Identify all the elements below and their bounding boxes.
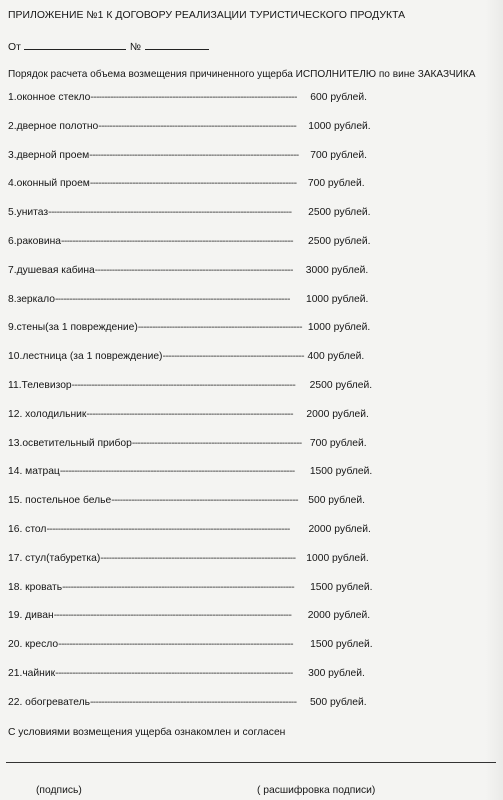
damage-item-name: 9.стены(за 1 повреждение) [8, 322, 138, 334]
damage-item-name: 6.раковина [8, 236, 62, 247]
dotted-leader: ---------------------------------------------------------------------- [98, 120, 297, 132]
agreement-text: С условиями возмещения ущерба ознакомлен и согласен [8, 727, 286, 738]
damage-item-row [8, 351, 364, 367]
dotted-leader: -------------------------------------------------- [162, 351, 304, 363]
dotted-leader: ---------------------------------------------------------- [137, 322, 302, 334]
dotted-leader: ----------------------------------------------------------------------------------- [58, 639, 293, 651]
damage-item-price: 3000 рублей. [305, 264, 369, 276]
damage-item-price: 300 рублей. [308, 668, 365, 679]
damage-item-name: 3.дверной проем [8, 149, 90, 161]
dotted-leader: ---------------------------------------------------------------------- [94, 264, 293, 276]
damage-item-price: 400 рублей. [307, 351, 365, 363]
damage-item-price: 500 рублей. [309, 696, 367, 708]
dotted-leader: ------------------------------------------------------------------------- [89, 178, 297, 190]
damage-item-name: 15. постельное белье [8, 495, 112, 507]
signature-line [6, 762, 496, 763]
damage-item-price: 2500 рублей. [308, 236, 371, 247]
damage-item-row [8, 150, 367, 166]
damage-item-name: 19. диван [8, 610, 54, 622]
damage-item-price: 1500 рублей. [310, 639, 373, 651]
damage-item-row [8, 207, 371, 223]
number-label: № [129, 42, 141, 53]
damage-item-row [8, 409, 369, 425]
damage-item-row [8, 553, 369, 569]
number-blank-line [145, 40, 209, 50]
damage-item-price: 700 рублей. [309, 437, 367, 449]
signature-label: (подпись) [36, 785, 82, 796]
damage-item-price: 2500 рублей. [309, 380, 373, 391]
dotted-leader: ------------------------------------------------------------------------- [90, 92, 297, 103]
damage-item-name: 1.оконное стекло [8, 92, 91, 103]
dotted-leader: ---------------------------------------------------------------------------------- [61, 236, 294, 247]
damage-item-row [8, 610, 370, 626]
damage-item-row [8, 294, 368, 310]
damage-item-name: 10.лестница (за 1 повреждение) [8, 351, 163, 363]
damage-item-price: 2500 рублей. [308, 207, 371, 219]
damage-item-price: 2000 рублей. [308, 524, 371, 535]
dotted-leader: ------------------------------------------------------------------------- [86, 408, 293, 420]
damage-item-row [8, 495, 365, 511]
damage-item-row [8, 697, 367, 713]
damage-item-row [8, 322, 370, 338]
damage-item-price: 1000 рублей. [305, 293, 369, 305]
damage-item-name: 14. матрац [8, 466, 60, 478]
damage-item-name: 2.дверное полотно [8, 120, 99, 132]
damage-item-name: 21.чайник [8, 668, 56, 679]
damage-item-row [8, 380, 372, 396]
dotted-leader: ----------------------------------------------------------------------------------- [59, 466, 295, 478]
damage-item-row [8, 524, 371, 540]
damage-item-row [8, 92, 367, 108]
signature-decoding-label: ( расшифровка подписи) [257, 785, 376, 796]
damage-item-name: 18. кровать [8, 581, 63, 593]
from-blank-line [24, 40, 126, 50]
dotted-leader: ---------------------------------------------------------------------------------- [62, 581, 295, 593]
damage-item-row [8, 265, 368, 281]
damage-item-price: 1000 рублей. [308, 120, 371, 132]
dotted-leader: -------------------------------------------------------------------------- [89, 149, 299, 161]
damage-item-price: 1500 рублей. [309, 466, 373, 478]
scan-edge-shadow [485, 0, 503, 800]
damage-item-price: 700 рублей. [307, 178, 365, 190]
damage-item-name: 8.зеркало [8, 293, 55, 305]
damage-item-name: 12. холодильник [8, 408, 87, 420]
dotted-leader: ------------------------------------------------------------------ [111, 495, 298, 507]
damage-item-name: 22. обогреватель [8, 696, 90, 708]
damage-item-price: 1000 рублей. [306, 552, 369, 564]
damage-item-row [8, 466, 372, 482]
damage-item-row [8, 236, 370, 252]
dotted-leader: ------------------------------------------------------------ [131, 437, 302, 449]
damage-item-row [8, 639, 373, 655]
damage-item-name: 7.душевая кабина [8, 264, 95, 276]
dotted-leader: ------------------------------------------------------------------------------------ [53, 610, 292, 622]
dotted-leader: ------------------------------------------------------------------------------------ [55, 668, 293, 679]
damage-item-price: 1000 рублей. [307, 322, 371, 334]
damage-item-price: 2000 рублей. [306, 408, 369, 420]
dotted-leader: ------------------------------------------------------------------------- [89, 696, 297, 708]
damage-item-row [8, 178, 365, 194]
damage-item-name: 4.оконный проем [8, 178, 90, 190]
damage-item-row [8, 121, 371, 137]
dotted-leader: --------------------------------------------------------------------- [100, 552, 296, 564]
from-label: От [8, 42, 21, 53]
dotted-leader: ----------------------------------------------------------------------------------- [54, 293, 290, 305]
dotted-leader: -------------------------------------------------------------------------------------- [48, 207, 292, 219]
damage-item-name: 17. стул(табуретка) [8, 552, 101, 564]
dotted-leader: ------------------------------------------------------------------------------- [71, 380, 296, 391]
damage-item-name: 5.унитаз [8, 207, 49, 219]
damage-item-price: 600 рублей. [310, 92, 367, 103]
document-meta [8, 40, 209, 53]
damage-item-row [8, 438, 367, 454]
damage-item-name: 20. кресло [8, 639, 59, 651]
damage-item-name: 11.Телевизор [8, 380, 72, 391]
damage-item-row [8, 668, 365, 684]
intro-text: Порядок расчета объема возмещения причиненного ущерба ИСПОЛНИТЕЛЮ по вине ЗАКАЗЧИКА [8, 69, 476, 80]
damage-item-name: 16. стол [8, 524, 47, 535]
dotted-leader: -------------------------------------------------------------------------------------- [46, 524, 290, 535]
damage-item-row [8, 582, 373, 598]
damage-item-price: 500 рублей. [308, 495, 365, 507]
document-title: ПРИЛОЖЕНИЕ №1 К ДОГОВОРУ РЕАЛИЗАЦИИ ТУРИСТИЧЕСКОГО ПРОДУКТА [8, 10, 406, 21]
damage-item-price: 2000 рублей. [307, 610, 371, 622]
damage-item-price: 700 рублей. [310, 149, 367, 161]
damage-item-name: 13.осветительный прибор [8, 437, 132, 449]
damage-item-price: 1500 рублей. [310, 581, 373, 593]
